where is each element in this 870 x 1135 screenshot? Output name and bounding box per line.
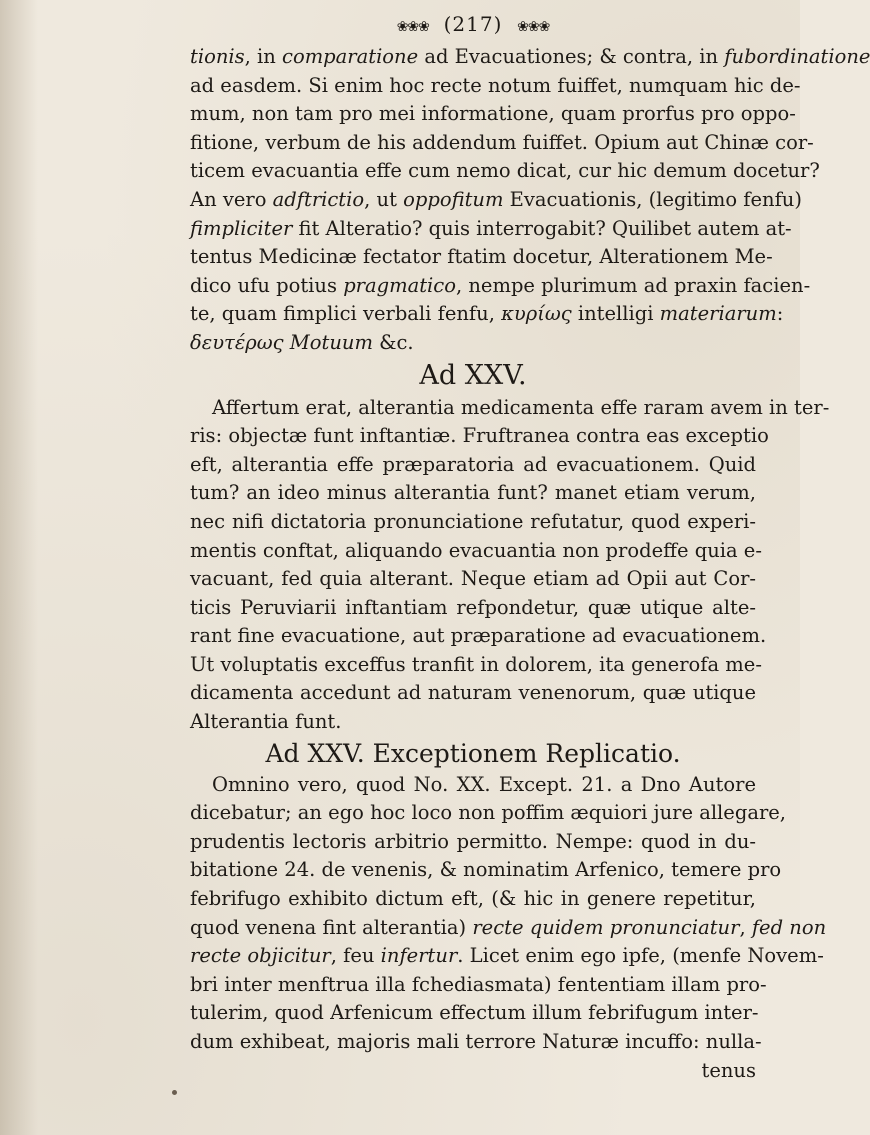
page-number: (217) bbox=[443, 12, 503, 36]
text-segment: dicebatur; an ego hoc loco non poffim æquiori jure allegare, bbox=[190, 801, 787, 825]
italic-text: oppofitum bbox=[403, 187, 504, 211]
text-line: vacuant, fed quia alterant. Neque etiam ad Opii aut Cor- bbox=[190, 567, 756, 591]
text-segment: ad easdem. Si enim hoc recte notum fuiffet, numquam hic de- bbox=[190, 73, 801, 97]
text-line bbox=[190, 186, 802, 215]
text-segment: dum exhibeat, majoris mali terrore Naturæ incuffo: nulla- bbox=[190, 1030, 762, 1053]
text-segment: , bbox=[739, 915, 752, 939]
ornament-left: ❀❀❀ bbox=[396, 19, 429, 35]
running-head bbox=[190, 10, 756, 41]
text-segment: . Licet enim ego ipfe, (menfe Novem- bbox=[457, 944, 824, 968]
text-line bbox=[190, 1028, 762, 1057]
text-line: ris: objectæ funt inftantiæ. Fruftranea contra eas exceptio bbox=[190, 424, 769, 448]
text-segment: intelligi bbox=[571, 302, 660, 326]
text-line bbox=[190, 300, 784, 329]
italic-text: tionis bbox=[190, 45, 245, 68]
text-segment: bitatione 24. de venenis, & nominatim Arfenico, temere pro bbox=[190, 858, 782, 882]
text-segment: febrifugo exhibito dictum eft, (& hic in genere repetitur, bbox=[190, 887, 756, 911]
spine-shadow bbox=[0, 0, 38, 1135]
section-1-paragraph bbox=[190, 394, 830, 737]
text-segment: te, quam fimplici verbali fenfu, bbox=[190, 302, 502, 326]
text-line: rant fine evacuatione, aut præparatione ad evacuationem. bbox=[190, 624, 767, 648]
text-segment: Evacuationis, (legitimo fenfu) bbox=[503, 187, 802, 211]
italic-text: fubordinatione bbox=[724, 45, 870, 68]
text-line bbox=[190, 215, 792, 244]
italic-text: fed non bbox=[751, 915, 827, 939]
text-segment: dico ufu potius bbox=[190, 273, 344, 297]
italic-text: adftrictio bbox=[272, 187, 365, 211]
text-line bbox=[190, 272, 811, 301]
text-segment: , nempe plurimum ad praxin facien- bbox=[455, 273, 811, 297]
text-line bbox=[190, 43, 870, 72]
italic-text: pragmatico bbox=[343, 273, 456, 297]
text-line bbox=[190, 799, 787, 828]
text-line bbox=[190, 243, 773, 272]
italic-text: comparatione bbox=[282, 45, 419, 68]
text-line bbox=[190, 828, 756, 857]
text-segment: , in bbox=[244, 45, 283, 68]
text-segment: fitione, verbum de his addendum fuiffet. Opium aut Chinæ cor- bbox=[190, 130, 814, 154]
text-line bbox=[190, 885, 756, 914]
text-segment: tentus Medicinæ fectator ftatim docetur, Alterationem Me- bbox=[190, 245, 773, 269]
ink-spot bbox=[172, 1090, 177, 1095]
text-line: Ut voluptatis exceffus tranfit in dolorem, ita generofa me- bbox=[190, 652, 762, 676]
text-line bbox=[190, 942, 824, 971]
text-line bbox=[190, 100, 796, 129]
heading-replicatio: Ad XXV. Exceptionem Replicatio. bbox=[265, 738, 681, 768]
text-line bbox=[190, 329, 756, 358]
text-segment: tulerim, quod Arfenicum effectum illum febrifugum inter- bbox=[190, 1001, 759, 1025]
text-line bbox=[190, 129, 814, 158]
italic-text: recte quidem pronunciatur bbox=[472, 915, 740, 939]
opening-paragraph bbox=[190, 43, 870, 358]
italic-text: fimpliciter bbox=[190, 216, 293, 240]
text-line: ticis Peruviarii inftantiam refpondetur, quæ utique alte- bbox=[190, 595, 756, 619]
italic-text: recte objicitur bbox=[190, 944, 331, 968]
text-line: tum? an ideo minus alterantia funt? manet etiam verum, bbox=[190, 481, 756, 505]
text-segment: quod venena fint alterantia) bbox=[190, 915, 473, 939]
italic-text: δευτέρως Motuum bbox=[190, 330, 373, 354]
text-segment: , ut bbox=[364, 187, 404, 211]
text-segment: prudentis lectoris arbitrio permitto. Nempe: quod in du- bbox=[190, 829, 756, 853]
ornament-right: ❀❀❀ bbox=[517, 19, 550, 35]
text-line bbox=[190, 971, 767, 1000]
italic-text: materiarum bbox=[659, 302, 777, 326]
catchword: tenus bbox=[701, 1058, 756, 1082]
text-line: dicamenta accedunt ad naturam venenorum, quæ utique bbox=[190, 681, 756, 705]
text-line bbox=[190, 72, 801, 101]
text-line: Affertum erat, alterantia medicamenta effe raram avem in ter- bbox=[212, 395, 830, 419]
text-segment: Omnino vero, quod No. XX. Except. 21. a Dno Autore bbox=[212, 772, 756, 796]
text-line: eft, alterantia effe præparatoria ad evacuationem. Quid bbox=[190, 452, 756, 476]
section-2-paragraph bbox=[190, 771, 827, 1057]
text-line: mentis conftat, aliquando evacuantia non prodeffe quia e- bbox=[190, 538, 762, 562]
text-line bbox=[190, 914, 827, 943]
text-line bbox=[190, 999, 759, 1028]
italic-text: κυρίως bbox=[501, 302, 572, 326]
heading-ad-xxv: Ad XXV. bbox=[419, 359, 527, 391]
text-segment: ad Evacuationes; & contra, in bbox=[418, 45, 725, 68]
text-line: nec nifi dictatoria pronunciatione refutatur, quod experi- bbox=[190, 509, 756, 533]
text-segment: &c. bbox=[372, 330, 414, 354]
text-segment: bri inter menftrua illa fchediasmata) fententiam illam pro- bbox=[190, 972, 767, 996]
text-segment: An vero bbox=[190, 187, 273, 211]
text-segment: : bbox=[776, 302, 784, 326]
text-line bbox=[190, 157, 820, 186]
italic-text: infertur bbox=[380, 944, 458, 968]
text-segment: ticem evacuantia effe cum nemo dicat, cur hic demum docetur? bbox=[190, 159, 820, 183]
text-line: Alterantia funt. bbox=[190, 710, 342, 734]
text-segment: fit Alteratio? quis interrogabit? Quilibet autem at- bbox=[292, 216, 792, 240]
text-line bbox=[190, 771, 756, 800]
text-segment: , feu bbox=[330, 944, 381, 968]
text-segment: mum, non tam pro mei informatione, quam prorfus pro oppo- bbox=[190, 102, 796, 126]
text-line bbox=[190, 856, 782, 885]
